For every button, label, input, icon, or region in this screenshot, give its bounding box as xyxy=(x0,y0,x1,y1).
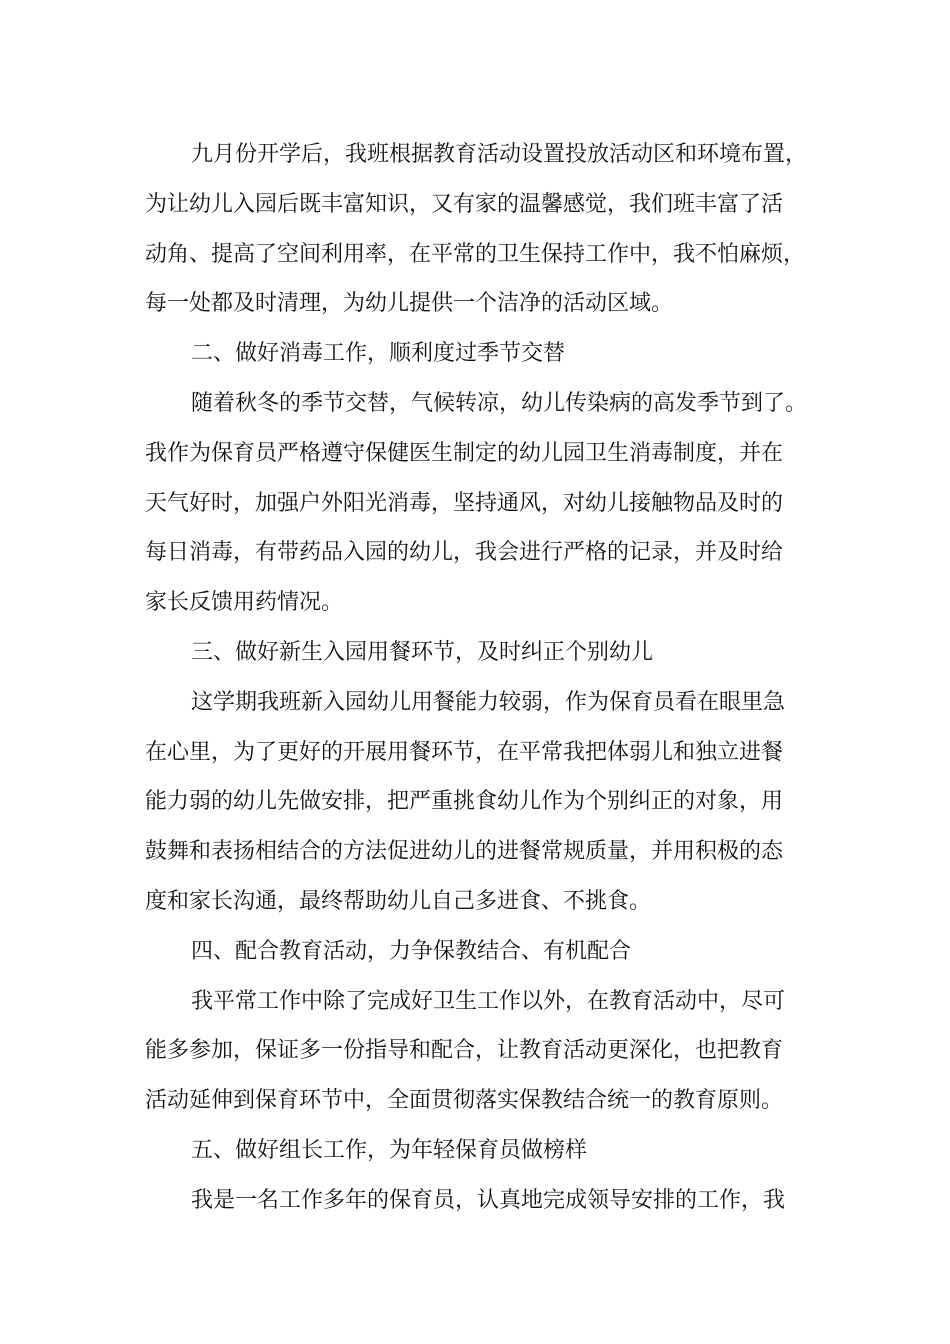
paragraph-line: 能多参加，保证多一份指导和配合，让教育活动更深化，也把教育 xyxy=(145,1038,784,1064)
paragraph-line: 活动延伸到保育环节中，全面贯彻落实保教结合统一的教育原则。 xyxy=(145,1088,784,1114)
section-heading: 五、做好组长工作，为年轻保育员做榜样 xyxy=(191,1137,588,1163)
section-heading: 四、配合教育活动，力争保教结合、有机配合 xyxy=(191,938,632,964)
paragraph-line: 我是一名工作多年的保育员，认真地完成领导安排的工作，我 xyxy=(191,1187,786,1213)
paragraph-line: 鼓舞和表扬相结合的方法促进幼儿的进餐常规质量，并用积极的态 xyxy=(145,839,784,865)
paragraph-line: 在心里，为了更好的开展用餐环节，在平常我把体弱儿和独立进餐 xyxy=(145,739,784,765)
paragraph-line: 每日消毒，有带药品入园的幼儿，我会进行严格的记录，并及时给 xyxy=(145,540,784,566)
paragraph-line: 能力弱的幼儿先做安排，把严重挑食幼儿作为个别纠正的对象，用 xyxy=(145,789,784,815)
section-heading: 二、做好消毒工作，顺利度过季节交替 xyxy=(191,341,566,367)
document-body xyxy=(145,130,825,1226)
paragraph-line: 每一处都及时清理，为幼儿提供一个洁净的活动区域。 xyxy=(145,291,674,317)
paragraph-line: 这学期我班新入园幼儿用餐能力较弱，作为保育员看在眼里急 xyxy=(191,689,786,715)
paragraph-line: 度和家长沟通，最终帮助幼儿自己多进食、不挑食。 xyxy=(145,888,652,914)
paragraph-line: 我作为保育员严格遵守保健医生制定的幼儿园卫生消毒制度，并在 xyxy=(145,440,784,466)
paragraph-line: 家长反馈用药情况。 xyxy=(145,590,344,616)
paragraph-line: 我平常工作中除了完成好卫生工作以外，在教育活动中，尽可 xyxy=(191,988,786,1014)
paragraph-line: 随着秋冬的季节交替，气候转凉，幼儿传染病的高发季节到了。 xyxy=(191,390,808,416)
section-heading: 三、做好新生入园用餐环节，及时纠正个别幼儿 xyxy=(191,639,654,665)
paragraph-line: 为让幼儿入园后既丰富知识，又有家的温馨感觉，我们班丰富了活 xyxy=(145,191,784,217)
paragraph-line: 九月份开学后，我班根据教育活动设置投放活动区和环境布置， xyxy=(191,142,808,167)
paragraph-line: 动角、提高了空间利用率，在平常的卫生保持工作中，我不怕麻烦， xyxy=(145,241,806,267)
paragraph-line: 天气好时，加强户外阳光消毒，坚持通风，对幼儿接触物品及时的 xyxy=(145,490,784,516)
